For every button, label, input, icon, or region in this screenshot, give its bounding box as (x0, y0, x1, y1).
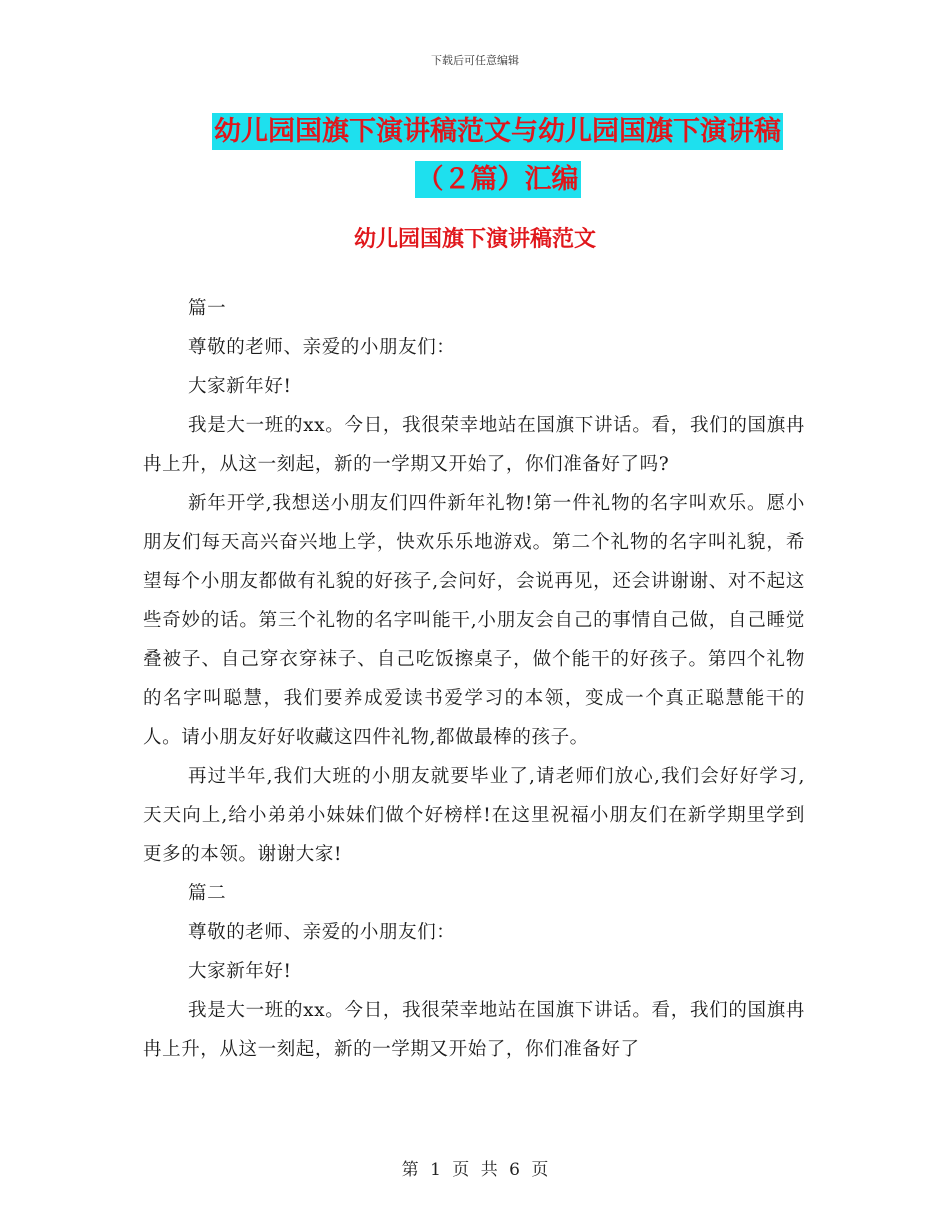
paragraph: 篇一 (188, 298, 227, 319)
document-title-text: 幼儿园国旗下演讲稿范文与幼儿园国旗下演讲稿（２篇）汇编 (212, 113, 783, 198)
paragraph: 尊敬的老师、亲爱的小朋友们： (188, 337, 456, 358)
page-header-note: 下载后可任意编辑 (431, 54, 519, 67)
paragraph: 新年开学,我想送小朋友们四件新年礼物!第一件礼物的名字叫欢乐。愿小朋友们每天高兴奋兴地上学，快欢乐乐地游戏。第二个礼物的名字叫礼貌，希望每个小朋友都做有礼貌的好孩子,会问好，会说再见，还会讲谢谢、对不起这些奇妙的话。第三个礼物的名字叫能干,小朋友会自己的事情自己做，自己睡觉叠被子、自己穿衣穿袜子、自己吃饭擦桌子，做个能干的好孩子。第四个礼物的名字叫聪慧，我们要养成爱读书爱学习的本领，变成一个真正聪慧能干的人。请小朋友好好收藏这四件礼物,都做最棒的孩子。 (143, 493, 805, 748)
paragraph: 大家新年好! (188, 376, 292, 397)
paragraph: 我是大一班的xx。今日，我很荣幸地站在国旗下讲话。看，我们的国旗冉冉上升，从这一刻起，新的一学期又开始了，你们准备好了 (143, 1000, 805, 1060)
document-body (143, 289, 805, 1069)
paragraph: 篇二 (188, 883, 227, 904)
paragraph: 再过半年,我们大班的小朋友就要毕业了,请老师们放心,我们会好好学习,天天向上,给小弟弟小妹妹们做个好榜样!在这里祝福小朋友们在新学期里学到更多的本领。谢谢大家! (143, 766, 805, 865)
document-title (190, 108, 805, 204)
page-number: 第 1 页 共 6 页 (401, 1160, 549, 1180)
paragraph: 我是大一班的xx。今日，我很荣幸地站在国旗下讲话。看，我们的国旗冉冉上升，从这一刻起，新的一学期又开始了，你们准备好了吗? (143, 415, 805, 475)
paragraph: 大家新年好! (188, 961, 292, 982)
section-title: 幼儿园国旗下演讲稿范文 (353, 227, 596, 252)
paragraph: 尊敬的老师、亲爱的小朋友们： (188, 922, 456, 943)
